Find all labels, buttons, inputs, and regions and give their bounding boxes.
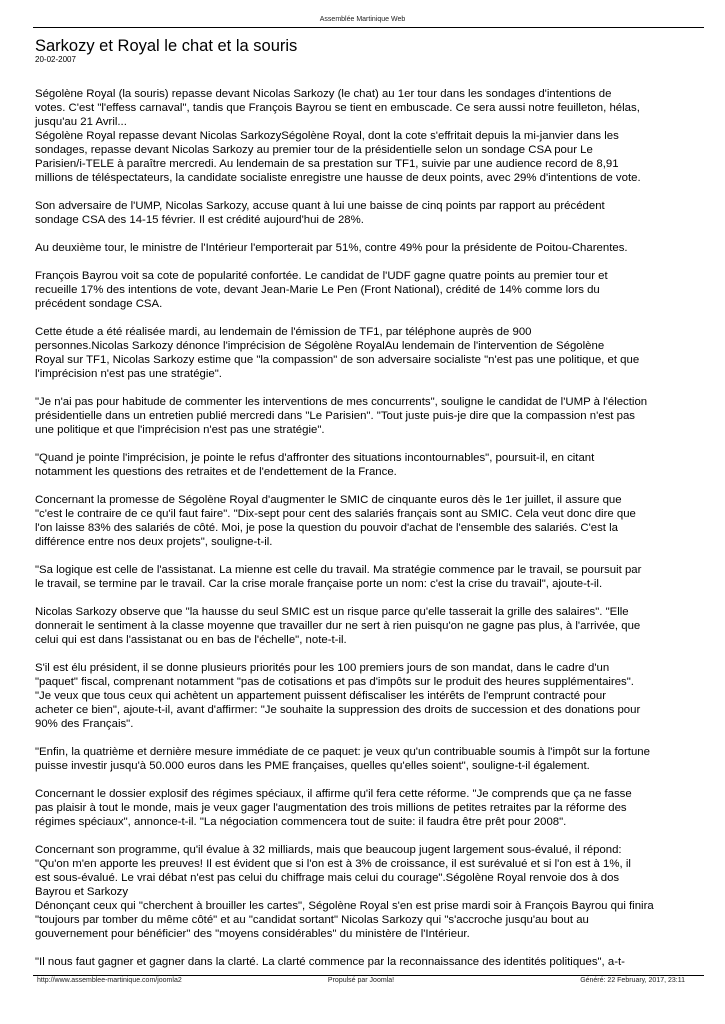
paragraph-9: Concernant la promesse de Ségolène Royal d'augmenter le SMIC de cinquante euros dès le 1er juillet, il assure que "c'est le contraire de ce qu'il faut faire". "Dix-sept pour cent des salariés français sont au SMIC. Cela veut donc dire que l'on laisse 83% des salariés de côté. Moi, je pose la question du pouvoir d'achat de l'ensemble des salariés. C'est la différence entre nos deux projets", souligne-t-il.: [35, 494, 636, 548]
paragraph-11: Nicolas Sarkozy observe que "la hausse du seul SMIC est un risque parce qu'elle tasserait la grille des salaires". "Elle donnerait le sentiment à la classe moyenne que travailler dur ne sert à rien puisqu'on ne gagne pas plus, à l'arrivée, que celui qui est dans l'assistanat ou en bas de l'échelle", note-t-il.: [35, 606, 641, 646]
paragraph-3: Son adversaire de l'UMP, Nicolas Sarkozy, accuse quant à lui une baisse de cinq points par rapport au précédent sondage CSA des 14-15 février. Il est crédité aujourd'hui de 28%.: [35, 200, 605, 226]
paragraph-6: Cette étude a été réalisée mardi, au lendemain de l'émission de TF1, par téléphone auprès de 900 personnes.Nicolas Sarkozy dénonce l'imprécision de Ségolène RoyalAu lendemain de l'intervention de Ségolène Royal sur TF1, Nicolas Sarkozy estime que "la compassion" de son adversaire socialiste "n'est pas une politique, et que l'imprécision n'est pas une stratégie".: [35, 326, 640, 380]
paragraph-4: Au deuxième tour, le ministre de l'Intérieur l'emporterait par 51%, contre 49% pour la présidente de Poitou-Charentes.: [35, 242, 628, 254]
paragraph-12: S'il est élu président, il se donne plusieurs priorités pour les 100 premiers jours de son mandat, dans le cadre d'un "paquet" fiscal, comprenant notamment "pas de cotisations et pas d'impôts sur le produit des heures supplémentaires". "Je veux que tous ceux qui achètent un appartement puissent défiscaliser les intérêts de l'emprunt contracté pour acheter ce bien", ajoute-t-il, avant d'affirmer: "Je souhaite la suppression des droits de succession et des donations pour 90% des Français".: [35, 662, 641, 730]
paragraph-14: Concernant le dossier explosif des régimes spéciaux, il affirme qu'il fera cette réforme. "Je comprends que ça ne fasse pas plaisir à tout le monde, mais je veux gager l'augmentation des trois millions de petites retraites par la réforme des régimes spéciaux", annonce-t-il. "La négociation commencera tout de suite: il faudra être prêt pour 2008".: [35, 788, 632, 828]
article-date: 20-02-2007: [35, 55, 76, 64]
footer-url: http://www.assemblee-martinique.com/joomla2: [37, 977, 182, 984]
paragraph-2: Ségolène Royal repasse devant Nicolas SarkozySégolène Royal, dont la cote s'effritait depuis la mi-janvier dans les sondages, repasse devant Nicolas Sarkozy au premier tour de la présidentielle selon un sondage CSA pour Le Parisien/i-TELE à paraître mercredi. Au lendemain de sa prestation sur TF1, suivie par une audience record de 8,91 millions de téléspectateurs, la candidate socialiste enregistre une hausse de deux points, avec 29% d'intentions de vote.: [35, 130, 641, 184]
paragraph-7: "Je n'ai pas pour habitude de commenter les interventions de mes concurrents", souligne le candidat de l'UMP à l'élection présidentielle dans un entretien publié mercredi dans "Le Parisien". "Tout juste puis-je dire que la compassion n'est pas une politique et que l'imprécision n'est pas une stratégie".: [35, 396, 648, 436]
paragraph-13: "Enfin, la quatrième et dernière mesure immédiate de ce paquet: je veux qu'un contribuable soumis à l'impôt sur la fortune puisse investir jusqu'à 50.000 euros dans les PME françaises, quelles qu'elles soient", souligne-t-il également.: [35, 746, 650, 772]
paragraph-5: François Bayrou voit sa cote de popularité confortée. Le candidat de l'UDF gagne quatre points au premier tour et recueille 17% des intentions de vote, devant Jean-Marie Le Pen (Front National), crédité de 14% comme lors du précédent sondage CSA.: [35, 270, 608, 310]
paragraph-16: Dénonçant ceux qui "cherchent à brouiller les cartes", Ségolène Royal s'en est prise mardi soir à François Bayrou qui finira "toujours par tomber du même côté" et au "candidat sortant" Nicolas Sarkozy qui "s'accroche jusqu'au bout au gouvernement pour bénéficier" des "moyens considérables" du ministère de l'Intérieur.: [35, 900, 654, 940]
paragraph-17: "Il nous faut gagner et gagner dans la clarté. La clarté commence par la reconnaissance des identités politiques", a-t-: [35, 956, 625, 968]
footer-generated-date: Généré: 22 February, 2017, 23:11: [580, 977, 685, 984]
paragraph-10: "Sa logique est celle de l'assistanat. La mienne est celle du travail. Ma stratégie commence par le travail, se poursuit par le travail, se termine par le travail. Car la crise morale française porte un nom: c'est la crise du travail", ajoute-t-il.: [35, 564, 642, 590]
top-divider: [33, 27, 704, 28]
bottom-divider: [33, 975, 704, 976]
paragraph-15: Concernant son programme, qu'il évalue à 32 milliards, mais que beaucoup jugent largement sous-évalué, il répond: "Qu'on m'en apporte les preuves! Il est évident que si l'on est à 3% de croissance, il est surévalué et si l'on est à 1%, il est sous-évalué. Le vrai débat n'est pas celui du chiffrage mais celui du courage".Ségolène Royal renvoie dos à dos Bayrou et Sarkozy: [35, 844, 631, 898]
article: [35, 37, 685, 969]
article-body: [35, 87, 685, 969]
paragraph-8: "Quand je pointe l'imprécision, je pointe le refus d'affronter des situations incontournables", poursuit-il, en citant notamment les questions des retraites et de l'endettement de la France.: [35, 452, 595, 478]
footer-powered-by: Propulsé par Joomla!: [327, 977, 395, 984]
paragraph-1: Ségolène Royal (la souris) repasse devant Nicolas Sarkozy (le chat) au 1er tour dans les sondages d'intentions de votes. C'est "l'effess carnaval", tandis que François Bayrou se tient en embuscade. Ce sera aussi notre feuilleton, hélas, jusqu'au 21 Avril...: [35, 88, 640, 128]
site-header: Assemblée Martinique Web: [319, 16, 406, 23]
article-title: Sarkozy et Royal le chat et la souris: [35, 37, 298, 55]
